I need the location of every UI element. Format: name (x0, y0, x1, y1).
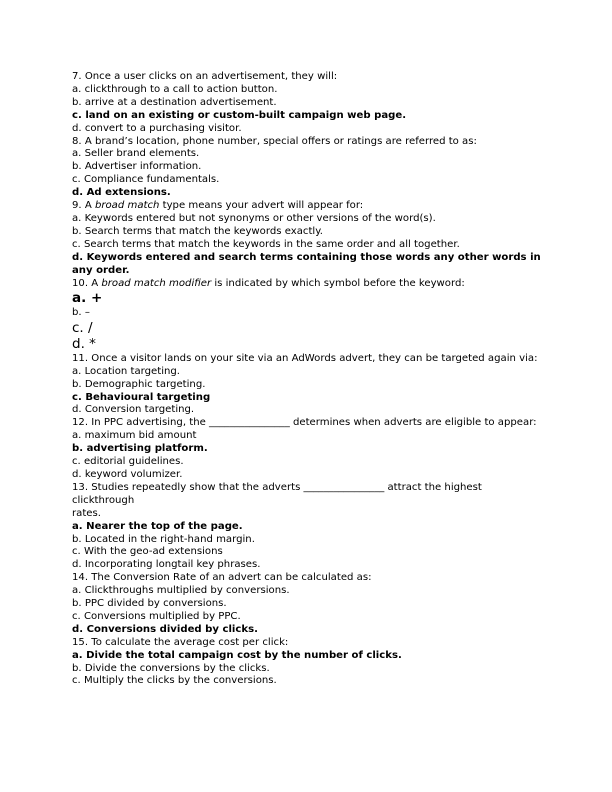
q8-option-c: c. Compliance fundamentals. (72, 174, 220, 186)
q14-option-d-answer: d. Conversions divided by clicks. (72, 623, 258, 635)
q15-option-b: b. Divide the conversions by the clicks. (72, 662, 270, 674)
q9-stem-pre: 9. A (72, 200, 95, 212)
q7-stem: 7. Once a user clicks on an advertisement, they will: (72, 71, 338, 82)
q7-option-d: d. convert to a purchasing visitor. (72, 122, 242, 134)
q12-option-b-answer: b. advertising platform. (72, 443, 208, 455)
q9-stem-post: type means your advert will appear for: (159, 200, 364, 212)
q11-option-b: b. Demographic targeting. (72, 378, 206, 390)
q10-stem-pre: 10. A (72, 277, 102, 289)
q10-stem (72, 278, 544, 291)
q9-option-b: b. Search terms that match the keywords exactly. (72, 225, 323, 237)
q11-option-c-answer: c. Behavioural targeting (72, 391, 211, 403)
q11-stem: 11. Once a visitor lands on your site via an AdWords advert, they can be targeted again via: (72, 352, 538, 364)
q8-option-d-answer: d. Ad extensions. (72, 187, 171, 199)
q13-stem-continued: rates. (72, 507, 101, 519)
q8-stem: 8. A brand’s location, phone number, special offers or ratings are referred to as: (72, 135, 477, 147)
q7-option-a: a. clickthrough to a call to action button. (72, 83, 278, 95)
quiz-document (72, 71, 544, 688)
q9-stem (72, 200, 544, 213)
q9-option-d-answer: d. Keywords entered and search terms containing those words any other words in any order. (72, 251, 541, 276)
q9-option-c: c. Search terms that match the keywords in the same order and all together. (72, 238, 460, 250)
q12-stem: 12. In PPC advertising, the ________________ determines when adverts are eligible to appear: (72, 417, 537, 429)
q13-option-a-answer: a. Nearer the top of the page. (72, 520, 243, 532)
q9-option-a: a. Keywords entered but not synonyms or other versions of the word(s). (72, 212, 436, 224)
q10-option-a-answer: a. + (72, 290, 103, 307)
q11-option-a: a. Location targeting. (72, 365, 181, 377)
q10-option-c: c. / (72, 319, 93, 336)
q10-stem-emphasis: broad match modifier (101, 277, 212, 289)
q13-option-c: c. With the geo-ad extensions (72, 546, 223, 558)
q10-option-b: b. – (72, 306, 90, 318)
q8-option-a: a. Seller brand elements. (72, 148, 200, 160)
q13-option-d: d. Incorporating longtail key phrases. (72, 559, 261, 571)
q11-option-d: d. Conversion targeting. (72, 404, 195, 416)
q15-stem: 15. To calculate the average cost per click: (72, 636, 289, 648)
q14-stem: 14. The Conversion Rate of an advert can be calculated as: (72, 572, 372, 584)
q12-option-d: d. keyword volumizer. (72, 468, 183, 480)
q8-option-b: b. Advertiser information. (72, 161, 202, 173)
q10-stem-post: is indicated by which symbol before the keyword: (211, 277, 465, 289)
q15-option-c: c. Multiply the clicks by the conversions. (72, 675, 277, 687)
q15-option-a-answer: a. Divide the total campaign cost by the number of clicks. (72, 649, 402, 661)
q14-option-a: a. Clickthroughs multiplied by conversions. (72, 585, 290, 597)
q10-option-d: d. * (72, 336, 96, 353)
q13-stem: 13. Studies repeatedly show that the adverts ________________ attract the highest clickthrough (72, 481, 482, 506)
q13-option-b: b. Located in the right-hand margin. (72, 533, 255, 545)
q7-option-b: b. arrive at a destination advertisement. (72, 96, 277, 108)
q12-option-a: a. maximum bid amount (72, 430, 197, 442)
q14-option-c: c. Conversions multiplied by PPC. (72, 610, 241, 622)
q12-option-c: c. editorial guidelines. (72, 456, 184, 468)
q9-stem-emphasis: broad match (94, 200, 160, 212)
q14-option-b: b. PPC divided by conversions. (72, 598, 227, 610)
q7-option-c-answer: c. land on an existing or custom-built campaign web page. (72, 109, 407, 121)
